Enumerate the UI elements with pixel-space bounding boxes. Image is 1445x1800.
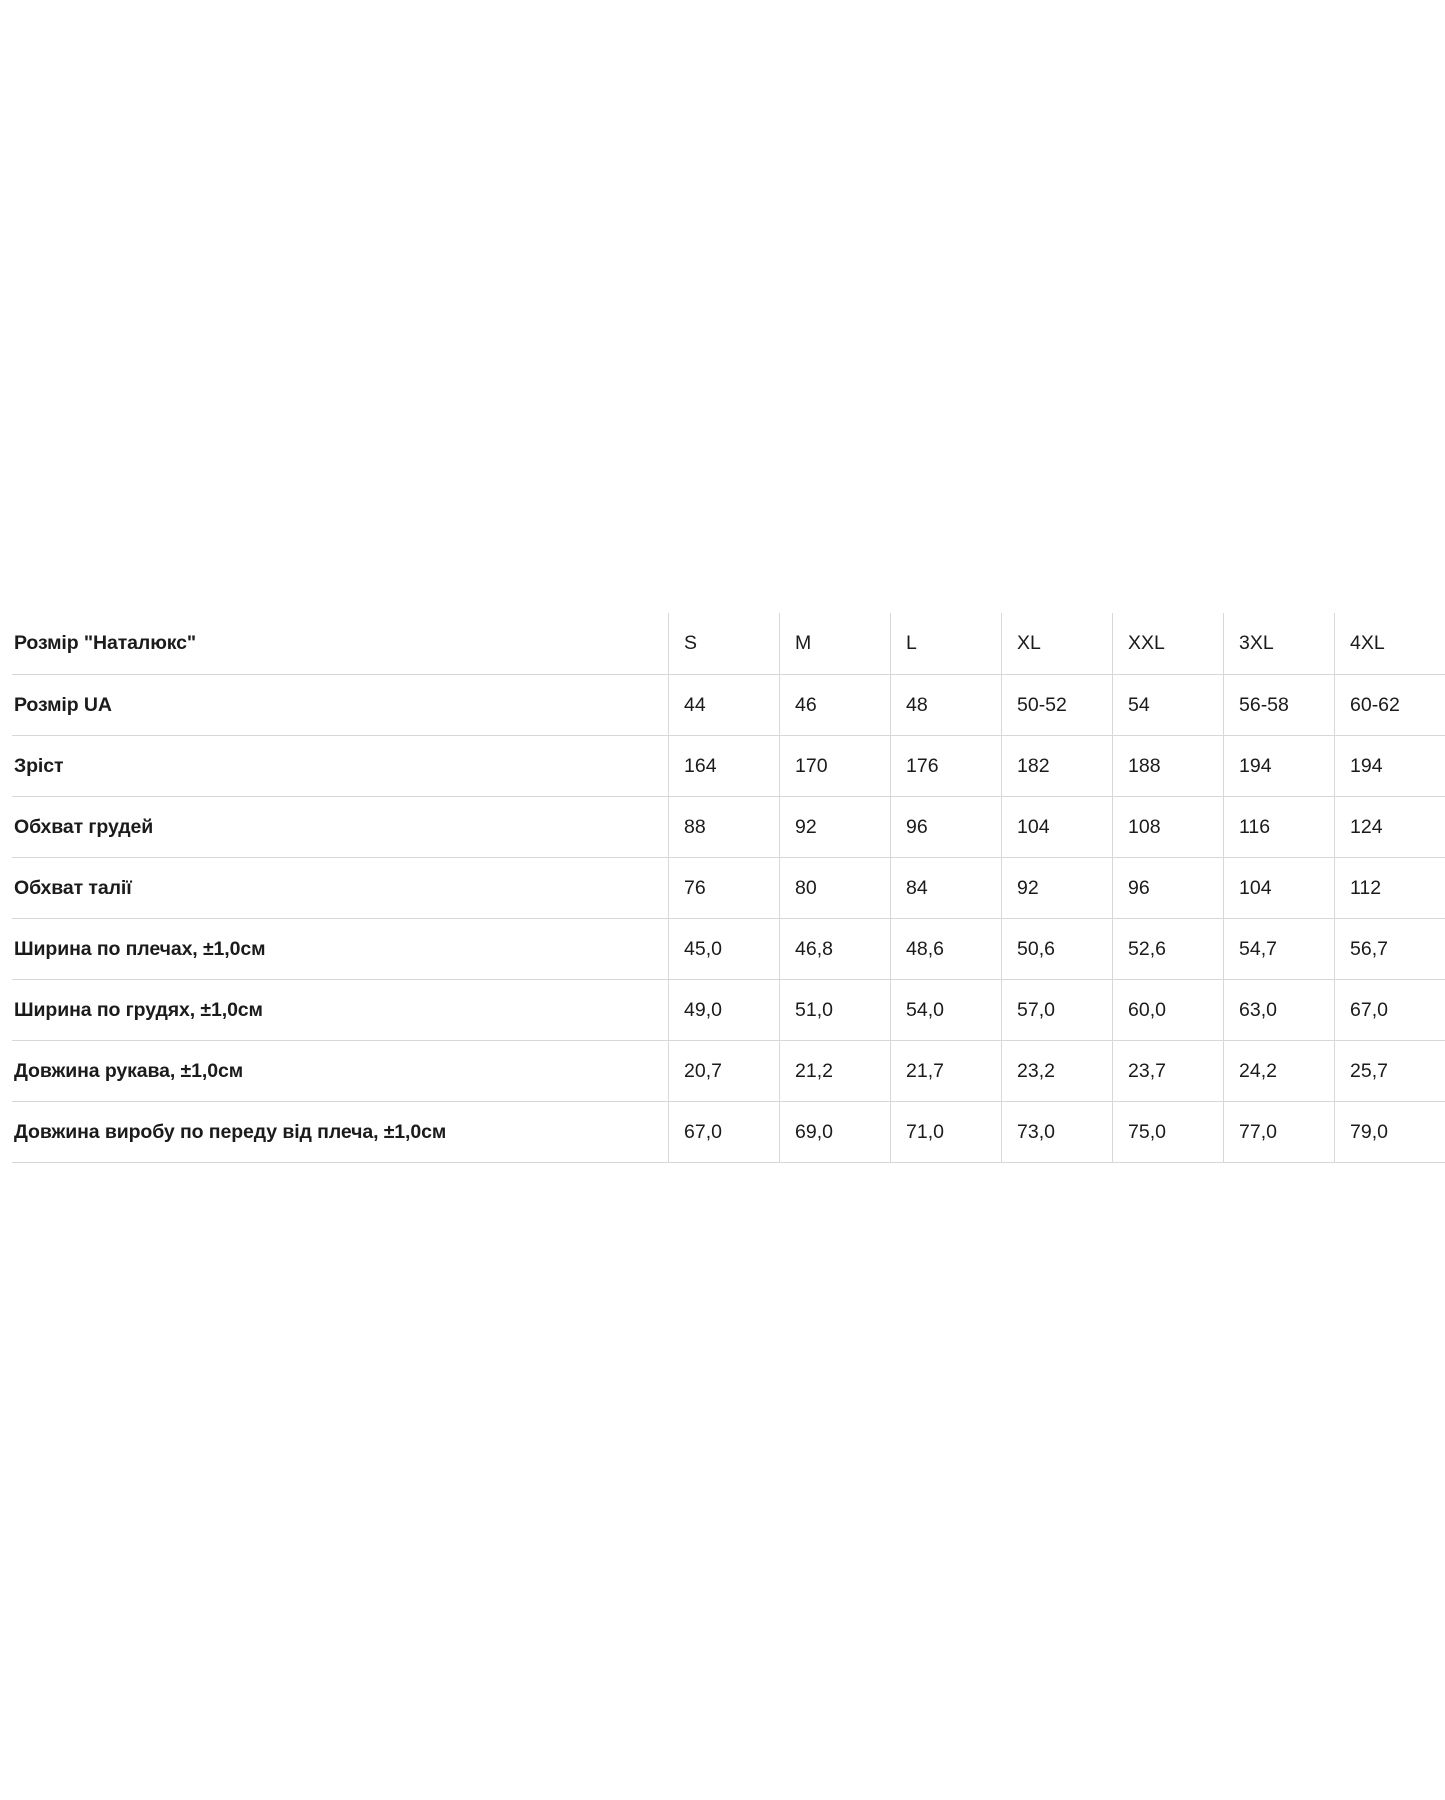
cell-value: 24,2 (1224, 1040, 1335, 1101)
table-row (12, 857, 1445, 918)
size-table (12, 613, 1445, 1163)
cell-value: 188 (1113, 735, 1224, 796)
cell-value: 50,6 (1002, 918, 1113, 979)
cell-value: XXL (1113, 613, 1224, 674)
row-label: Обхват талії (12, 857, 669, 918)
cell-value: 23,7 (1113, 1040, 1224, 1101)
cell-value: 67,0 (669, 1101, 780, 1162)
cell-value: 51,0 (780, 979, 891, 1040)
cell-value: 63,0 (1224, 979, 1335, 1040)
cell-value: 108 (1113, 796, 1224, 857)
row-label: Розмір "Наталюкс" (12, 613, 669, 674)
cell-value: L (891, 613, 1002, 674)
cell-value: 79,0 (1335, 1101, 1445, 1162)
cell-value: 92 (1002, 857, 1113, 918)
cell-value: 76 (669, 857, 780, 918)
table-row (12, 613, 1445, 674)
row-label: Ширина по плечах, ±1,0см (12, 918, 669, 979)
cell-value: XL (1002, 613, 1113, 674)
cell-value: 3XL (1224, 613, 1335, 674)
cell-value: 50-52 (1002, 674, 1113, 735)
table-row (12, 1101, 1445, 1162)
cell-value: 20,7 (669, 1040, 780, 1101)
cell-value: M (780, 613, 891, 674)
cell-value: 73,0 (1002, 1101, 1113, 1162)
cell-value: 56-58 (1224, 674, 1335, 735)
size-table-body (12, 613, 1445, 1162)
cell-value: 176 (891, 735, 1002, 796)
row-label: Довжина рукава, ±1,0см (12, 1040, 669, 1101)
cell-value: 124 (1335, 796, 1445, 857)
cell-value: 92 (780, 796, 891, 857)
table-row (12, 674, 1445, 735)
cell-value: 25,7 (1335, 1040, 1445, 1101)
cell-value: 54,7 (1224, 918, 1335, 979)
cell-value: 21,2 (780, 1040, 891, 1101)
row-label: Довжина виробу по переду від плеча, ±1,0см (12, 1101, 669, 1162)
cell-value: 194 (1224, 735, 1335, 796)
cell-value: 48,6 (891, 918, 1002, 979)
cell-value: S (669, 613, 780, 674)
cell-value: 182 (1002, 735, 1113, 796)
cell-value: 48 (891, 674, 1002, 735)
cell-value: 77,0 (1224, 1101, 1335, 1162)
table-row (12, 735, 1445, 796)
cell-value: 170 (780, 735, 891, 796)
cell-value: 112 (1335, 857, 1445, 918)
cell-value: 71,0 (891, 1101, 1002, 1162)
cell-value: 69,0 (780, 1101, 891, 1162)
cell-value: 44 (669, 674, 780, 735)
cell-value: 54 (1113, 674, 1224, 735)
cell-value: 96 (1113, 857, 1224, 918)
cell-value: 88 (669, 796, 780, 857)
cell-value: 46 (780, 674, 891, 735)
cell-value: 104 (1224, 857, 1335, 918)
cell-value: 49,0 (669, 979, 780, 1040)
cell-value: 60,0 (1113, 979, 1224, 1040)
table-row (12, 1040, 1445, 1101)
cell-value: 116 (1224, 796, 1335, 857)
row-label: Зріст (12, 735, 669, 796)
cell-value: 84 (891, 857, 1002, 918)
cell-value: 60-62 (1335, 674, 1445, 735)
cell-value: 56,7 (1335, 918, 1445, 979)
size-table-container (12, 613, 1400, 1163)
cell-value: 57,0 (1002, 979, 1113, 1040)
cell-value: 52,6 (1113, 918, 1224, 979)
cell-value: 23,2 (1002, 1040, 1113, 1101)
cell-value: 67,0 (1335, 979, 1445, 1040)
cell-value: 45,0 (669, 918, 780, 979)
cell-value: 194 (1335, 735, 1445, 796)
cell-value: 21,7 (891, 1040, 1002, 1101)
cell-value: 104 (1002, 796, 1113, 857)
cell-value: 4XL (1335, 613, 1445, 674)
cell-value: 80 (780, 857, 891, 918)
table-row (12, 796, 1445, 857)
table-row (12, 979, 1445, 1040)
cell-value: 96 (891, 796, 1002, 857)
row-label: Обхват грудей (12, 796, 669, 857)
cell-value: 164 (669, 735, 780, 796)
row-label: Розмір UA (12, 674, 669, 735)
cell-value: 54,0 (891, 979, 1002, 1040)
cell-value: 75,0 (1113, 1101, 1224, 1162)
row-label: Ширина по грудях, ±1,0см (12, 979, 669, 1040)
cell-value: 46,8 (780, 918, 891, 979)
table-row (12, 918, 1445, 979)
